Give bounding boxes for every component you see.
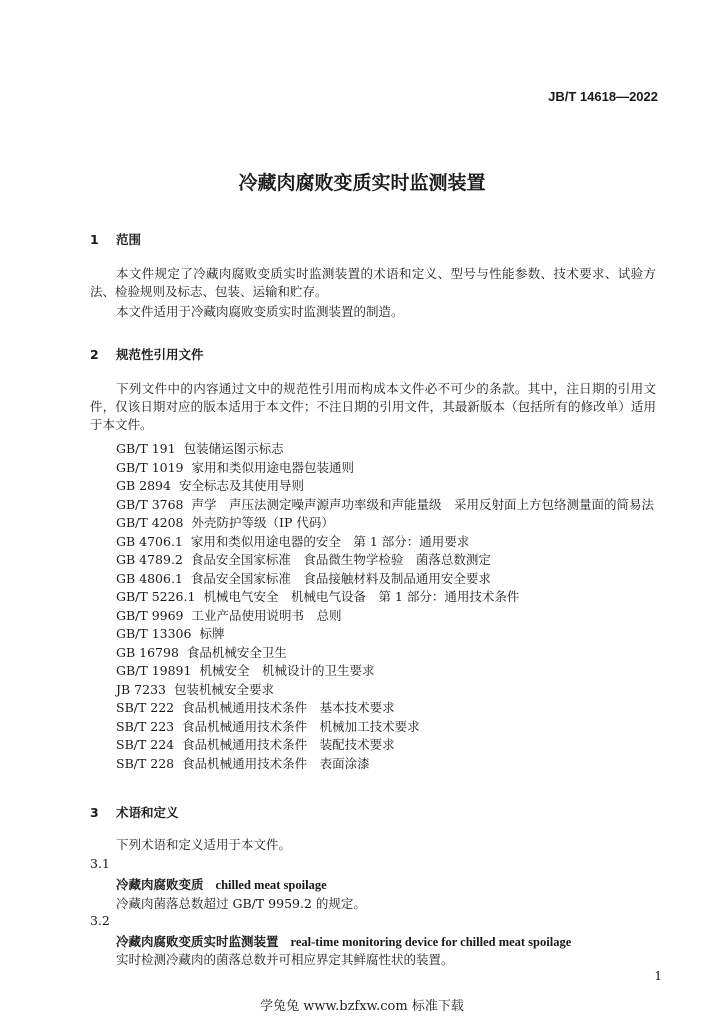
reference-title: 声学 声压法测定噪声源声功率级和声能量级 采用反射面上方包络测量面的简易法 bbox=[191, 496, 655, 512]
reference-item bbox=[116, 496, 654, 515]
term-entry bbox=[116, 875, 327, 893]
reference-item bbox=[116, 699, 654, 718]
section-1-heading bbox=[90, 230, 141, 248]
reference-item bbox=[116, 681, 654, 700]
standard-code: JB/T 14618—2022 bbox=[548, 89, 658, 104]
reference-title: 机械电气安全 机械电气设备 第 1 部分：通用技术条件 bbox=[203, 589, 520, 604]
term-zh: 冷藏肉腐败变质 bbox=[116, 877, 204, 892]
reference-item bbox=[116, 551, 654, 570]
reference-code: GB/T 5226.1 bbox=[116, 589, 196, 604]
reference-title: 机械安全 机械设计的卫生要求 bbox=[199, 663, 375, 678]
section-number: 2 bbox=[90, 347, 99, 362]
reference-title: 安全标志及其使用导则 bbox=[178, 478, 304, 493]
reference-title: 食品机械通用技术条件 机械加工技术要求 bbox=[182, 718, 420, 734]
reference-item bbox=[116, 477, 654, 496]
reference-code: GB/T 1019 bbox=[116, 459, 184, 475]
section-3-heading bbox=[90, 803, 179, 821]
reference-code: JB 7233 bbox=[116, 681, 166, 697]
reference-code: GB/T 19891 bbox=[116, 663, 192, 678]
reference-code: GB/T 191 bbox=[116, 441, 176, 456]
term-en: chilled meat spoilage bbox=[215, 878, 327, 892]
scope-paragraph-1: 本文件规定了冷藏肉腐败变质实时监测装置的术语和定义、型号与性能参数、技术要求、试验方法、检验规则及标志、包装、运输和贮存。 bbox=[90, 266, 656, 299]
reference-item bbox=[116, 662, 654, 681]
reference-code: GB 16798 bbox=[116, 644, 179, 660]
reference-code: GB/T 13306 bbox=[116, 626, 192, 641]
term-definition: 实时检测冷藏肉的菌落总数并可相应界定其鲜腐性状的装置。 bbox=[116, 952, 454, 967]
reference-item bbox=[116, 736, 654, 755]
reference-item bbox=[116, 755, 654, 774]
footer-watermark-text: 学兔兔 www.bzfxw.com 标准下载 bbox=[260, 999, 464, 1014]
section-title: 术语和定义 bbox=[116, 805, 179, 820]
reference-code: GB 4806.1 bbox=[116, 570, 183, 586]
reference-item bbox=[116, 644, 654, 663]
reference-code: GB 2894 bbox=[116, 478, 171, 493]
reference-item bbox=[116, 440, 654, 459]
section-number: 3 bbox=[90, 805, 99, 820]
reference-title: 食品机械通用技术条件 表面涂漆 bbox=[182, 755, 370, 771]
reference-code: GB/T 3768 bbox=[116, 496, 184, 512]
reference-title: 包装储运图示标志 bbox=[183, 441, 284, 456]
reference-item bbox=[116, 459, 654, 478]
document-title: 冷藏肉腐败变质实时监测装置 bbox=[238, 172, 486, 194]
reference-item bbox=[116, 570, 654, 589]
reference-code: GB/T 9969 bbox=[116, 607, 184, 623]
reference-title: 食品机械通用技术条件 装配技术要求 bbox=[182, 737, 395, 752]
clause-number: 3.1 bbox=[90, 856, 110, 871]
reference-item bbox=[116, 514, 654, 533]
reference-code: SB/T 224 bbox=[116, 737, 175, 752]
reference-code: SB/T 222 bbox=[116, 700, 175, 715]
term-definition: 冷藏肉菌落总数超过 GB/T 9959.2 的规定。 bbox=[116, 896, 366, 911]
section-title: 规范性引用文件 bbox=[116, 347, 204, 362]
reference-title: 标牌 bbox=[199, 626, 225, 641]
terms-intro: 下列术语和定义适用于本文件。 bbox=[116, 837, 292, 852]
term-zh: 冷藏肉腐败变质实时监测装置 bbox=[116, 934, 279, 949]
reference-code: GB 4706.1 bbox=[116, 533, 183, 549]
reference-title: 食品机械安全卫生 bbox=[186, 644, 287, 660]
section-title: 范围 bbox=[116, 232, 142, 247]
reference-code: GB/T 4208 bbox=[116, 515, 184, 530]
page-number: 1 bbox=[654, 969, 662, 983]
term-en: real-time monitoring device for chilled meat spoilage bbox=[290, 935, 572, 949]
reference-title: 食品机械通用技术条件 基本技术要求 bbox=[182, 700, 395, 715]
reference-list bbox=[116, 440, 654, 773]
reference-title: 外壳防护等级（IP 代码） bbox=[191, 515, 334, 530]
normative-references-intro: 下列文件中的内容通过文中的规范性引用而构成本文件必不可少的条款。其中，注日期的引用文件，仅该日期对应的版本适用于本文件；不注日期的引用文件，其最新版本（包括所有的修改单）适用于本文件。 bbox=[90, 381, 656, 432]
reference-item bbox=[116, 607, 654, 626]
section-number: 1 bbox=[90, 232, 99, 247]
term-entry bbox=[116, 932, 571, 950]
reference-title: 食品安全国家标准 食品接触材料及制品通用安全要求 bbox=[190, 570, 491, 586]
reference-item bbox=[116, 533, 654, 552]
reference-title: 家用和类似用途电器的安全 第 1 部分：通用要求 bbox=[190, 533, 470, 549]
clause-number: 3.2 bbox=[90, 913, 110, 928]
reference-item bbox=[116, 625, 654, 644]
reference-title: 家用和类似用途电器包装通则 bbox=[191, 459, 355, 475]
reference-title: 包装机械安全要求 bbox=[173, 681, 274, 697]
reference-title: 工业产品使用说明书 总则 bbox=[191, 607, 342, 623]
scope-paragraph-2: 本文件适用于冷藏肉腐败变质实时监测装置的制造。 bbox=[116, 304, 404, 319]
reference-item bbox=[116, 718, 654, 737]
reference-code: GB 4789.2 bbox=[116, 552, 183, 567]
reference-code: SB/T 228 bbox=[116, 755, 175, 771]
reference-title: 食品安全国家标准 食品微生物学检验 菌落总数测定 bbox=[190, 552, 491, 567]
reference-item bbox=[116, 588, 654, 607]
reference-code: SB/T 223 bbox=[116, 718, 175, 734]
section-2-heading bbox=[90, 345, 204, 363]
